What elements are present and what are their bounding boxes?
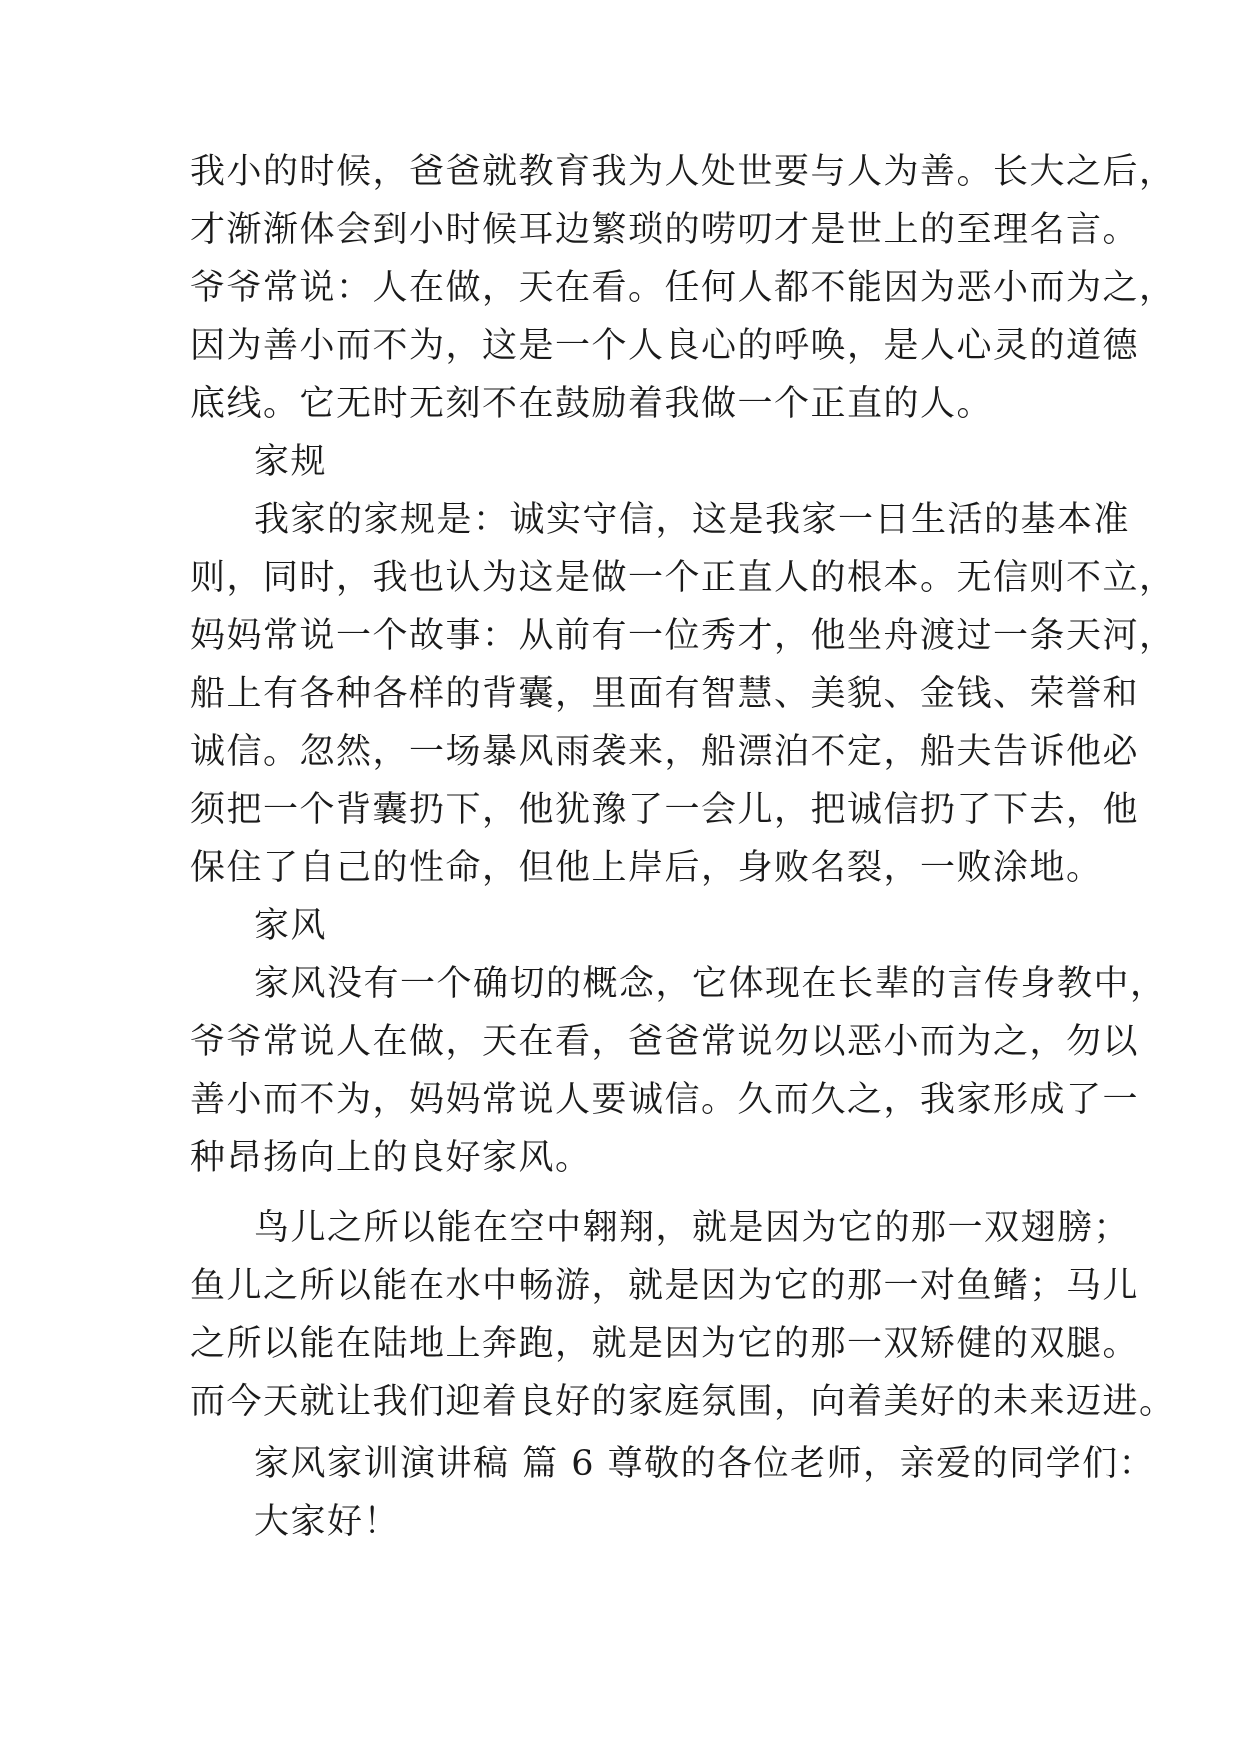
paragraph-line: 鱼儿之所以能在水中畅游，就是因为它的那一对鱼鳍；马儿 <box>190 1266 1140 1306</box>
greeting-line: 大家好！ <box>254 1502 401 1542</box>
paragraph-line: 底线。它无时无刻不在鼓励着我做一个正直的人。 <box>190 384 994 424</box>
paragraph-line: 爷爷常说：人在做，天在看。任何人都不能因为恶小而为之， <box>190 268 1176 308</box>
paragraph-line: 种昂扬向上的良好家风。 <box>190 1138 592 1178</box>
paragraph-line: 家风没有一个确切的概念，它体现在长辈的言传身教中， <box>254 964 1167 1004</box>
paragraph-line: 之所以能在陆地上奔跑，就是因为它的那一双矫健的双腿。 <box>190 1324 1140 1364</box>
section-heading-jiagui: 家规 <box>254 442 328 482</box>
paragraph-line: 而今天就让我们迎着良好的家庭氛围，向着美好的未来迈进。 <box>190 1382 1176 1422</box>
speech-title-line: 家风家训演讲稿 篇 6 尊敬的各位老师，亲爱的同学们： <box>254 1444 1156 1484</box>
paragraph-line: 诚信。忽然，一场暴风雨袭来，船漂泊不定，船夫告诉他必 <box>190 732 1140 772</box>
paragraph-line: 我家的家规是：诚实守信，这是我家一日生活的基本准 <box>254 500 1131 540</box>
paragraph-line: 因为善小而不为，这是一个人良心的呼唤，是人心灵的道德 <box>190 326 1140 366</box>
paragraph-line: 善小而不为，妈妈常说人要诚信。久而久之，我家形成了一 <box>190 1080 1140 1120</box>
paragraph-line: 船上有各种各样的背囊，里面有智慧、美貌、金钱、荣誉和 <box>190 674 1140 714</box>
paragraph-line: 须把一个背囊扔下，他犹豫了一会儿，把诚信扔了下去，他 <box>190 790 1140 830</box>
paragraph-line: 保住了自己的性命，但他上岸后，身败名裂，一败涂地。 <box>190 848 1103 888</box>
section-heading-jiafeng: 家风 <box>254 906 328 946</box>
paragraph-line: 我小的时候，爸爸就教育我为人处世要与人为善。长大之后， <box>190 152 1176 192</box>
paragraph-line: 才渐渐体会到小时候耳边繁琐的唠叨才是世上的至理名言。 <box>190 210 1140 250</box>
paragraph-line: 则，同时，我也认为这是做一个正直人的根本。无信则不立， <box>190 558 1176 598</box>
paragraph-line: 爷爷常说人在做，天在看，爸爸常说勿以恶小而为之，勿以 <box>190 1022 1140 1062</box>
paragraph-line: 妈妈常说一个故事：从前有一位秀才，他坐舟渡过一条天河， <box>190 616 1176 656</box>
paragraph-line: 鸟儿之所以能在空中翱翔，就是因为它的那一双翅膀； <box>254 1208 1131 1248</box>
